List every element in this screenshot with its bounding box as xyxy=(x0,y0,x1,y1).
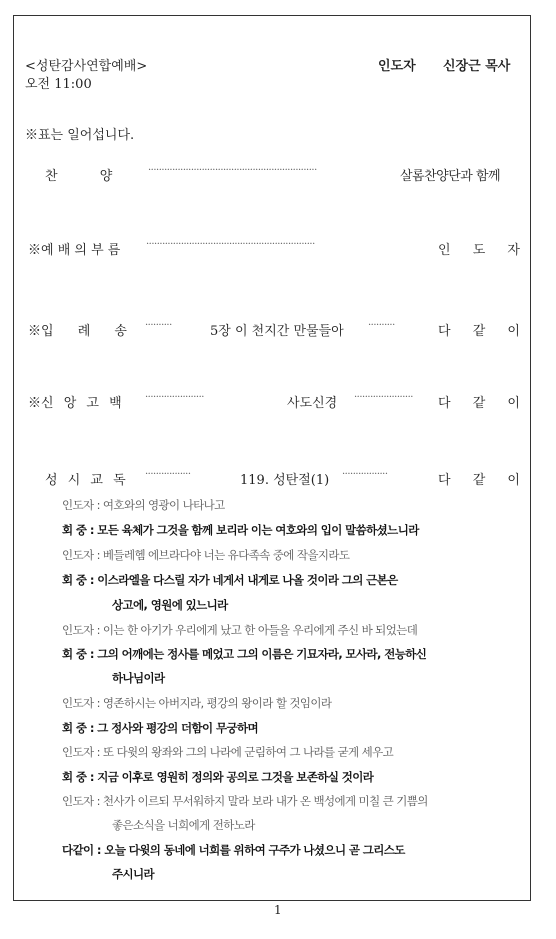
order-dots: ······························································· xyxy=(148,165,317,176)
reading-people-line: 회 중 : 그의 어깨에는 정사를 메었고 그의 이름은 기묘자라, 모사라, 전능하신 xyxy=(62,647,427,661)
reading-leader-cont: 좋은소식을 너희에게 전하노라 xyxy=(112,818,255,832)
reading-people-line: 회 중 : 이스라엘을 다스릴 자가 네게서 내게로 나올 것이라 그의 근본은 xyxy=(62,573,398,587)
reading-leader-line: 인도자 : 또 다윗의 왕좌와 그의 나라에 군림하여 그 나라를 굳게 세우고 xyxy=(62,745,394,759)
order-title-call: ※예 배 의 부 름 xyxy=(28,243,121,258)
reading-people-line: 회 중 : 모든 육체가 그것을 함께 보리라 이는 여호와의 입이 말씀하셨느니라 xyxy=(62,523,419,537)
order-content: 119. 성탄절(1) xyxy=(240,473,330,488)
reading-people-cont: 하나님이라 xyxy=(112,671,165,685)
order-dots: ················· xyxy=(342,469,388,480)
order-dots: ·········· xyxy=(145,320,172,331)
order-dots: ······················ xyxy=(354,392,413,403)
order-by: 인 도 자 xyxy=(438,243,520,258)
reading-people-line: 회 중 : 그 정사와 평강의 더함이 무궁하며 xyxy=(62,721,258,735)
leader-name: 신장근 목사 xyxy=(443,59,511,74)
reading-leader-line: 인도자 : 여호와의 영광이 나타나고 xyxy=(62,498,225,512)
reading-all-cont: 주시니라 xyxy=(112,867,155,881)
order-dots: ·········· xyxy=(368,320,395,331)
service-title: <성탄감사연합예배> xyxy=(25,59,148,74)
stand-note: ※표는 일어섭니다. xyxy=(25,128,135,143)
order-title-creed: ※신 앙 고 백 xyxy=(28,396,122,411)
reading-leader-line: 인도자 : 베들레헴 에브라다야 너는 유다족속 중에 작을지라도 xyxy=(62,548,350,562)
reading-people-cont: 상고에, 영원에 있느니라 xyxy=(112,598,228,612)
order-by: 다 같 이 xyxy=(438,396,520,411)
service-time: 오전 11:00 xyxy=(25,77,92,92)
reading-leader-line: 인도자 : 천사가 이르되 무서워하지 말라 보라 내가 온 백성에게 미칠 큰 기쁨의 xyxy=(62,794,428,808)
reading-people-line: 회 중 : 지금 이후로 영원히 정의와 공의로 그것을 보존하실 것이라 xyxy=(62,770,374,784)
order-by: 다 같 이 xyxy=(438,324,520,339)
order-content: 5장 이 천지간 만물들아 xyxy=(210,324,344,339)
order-title-reading: 성 시 교 독 xyxy=(45,473,126,488)
order-dots: ················· xyxy=(145,469,191,480)
order-title-praise: 찬 양 xyxy=(45,169,113,184)
reading-leader-line: 인도자 : 영존하시는 아버지라, 평강의 왕이라 할 것임이라 xyxy=(62,696,332,710)
order-dots: ······················ xyxy=(145,392,204,403)
page-number: 1 xyxy=(274,903,282,917)
order-title-hymn: ※입 례 송 xyxy=(28,324,127,339)
reading-leader-line: 인도자 : 이는 한 아기가 우리에게 났고 한 아들을 우리에게 주신 바 되었는데 xyxy=(62,623,418,637)
order-by: 살롬찬양단과 함께 xyxy=(400,169,501,184)
leader-label: 인도자 xyxy=(378,59,416,74)
reading-all-line: 다같이 : 오늘 다윗의 동네에 너희를 위하여 구주가 나셨으니 곧 그리스도 xyxy=(62,843,405,857)
order-by: 다 같 이 xyxy=(438,473,520,488)
order-dots: ······························································· xyxy=(146,239,315,250)
order-content: 사도신경 xyxy=(287,396,338,411)
